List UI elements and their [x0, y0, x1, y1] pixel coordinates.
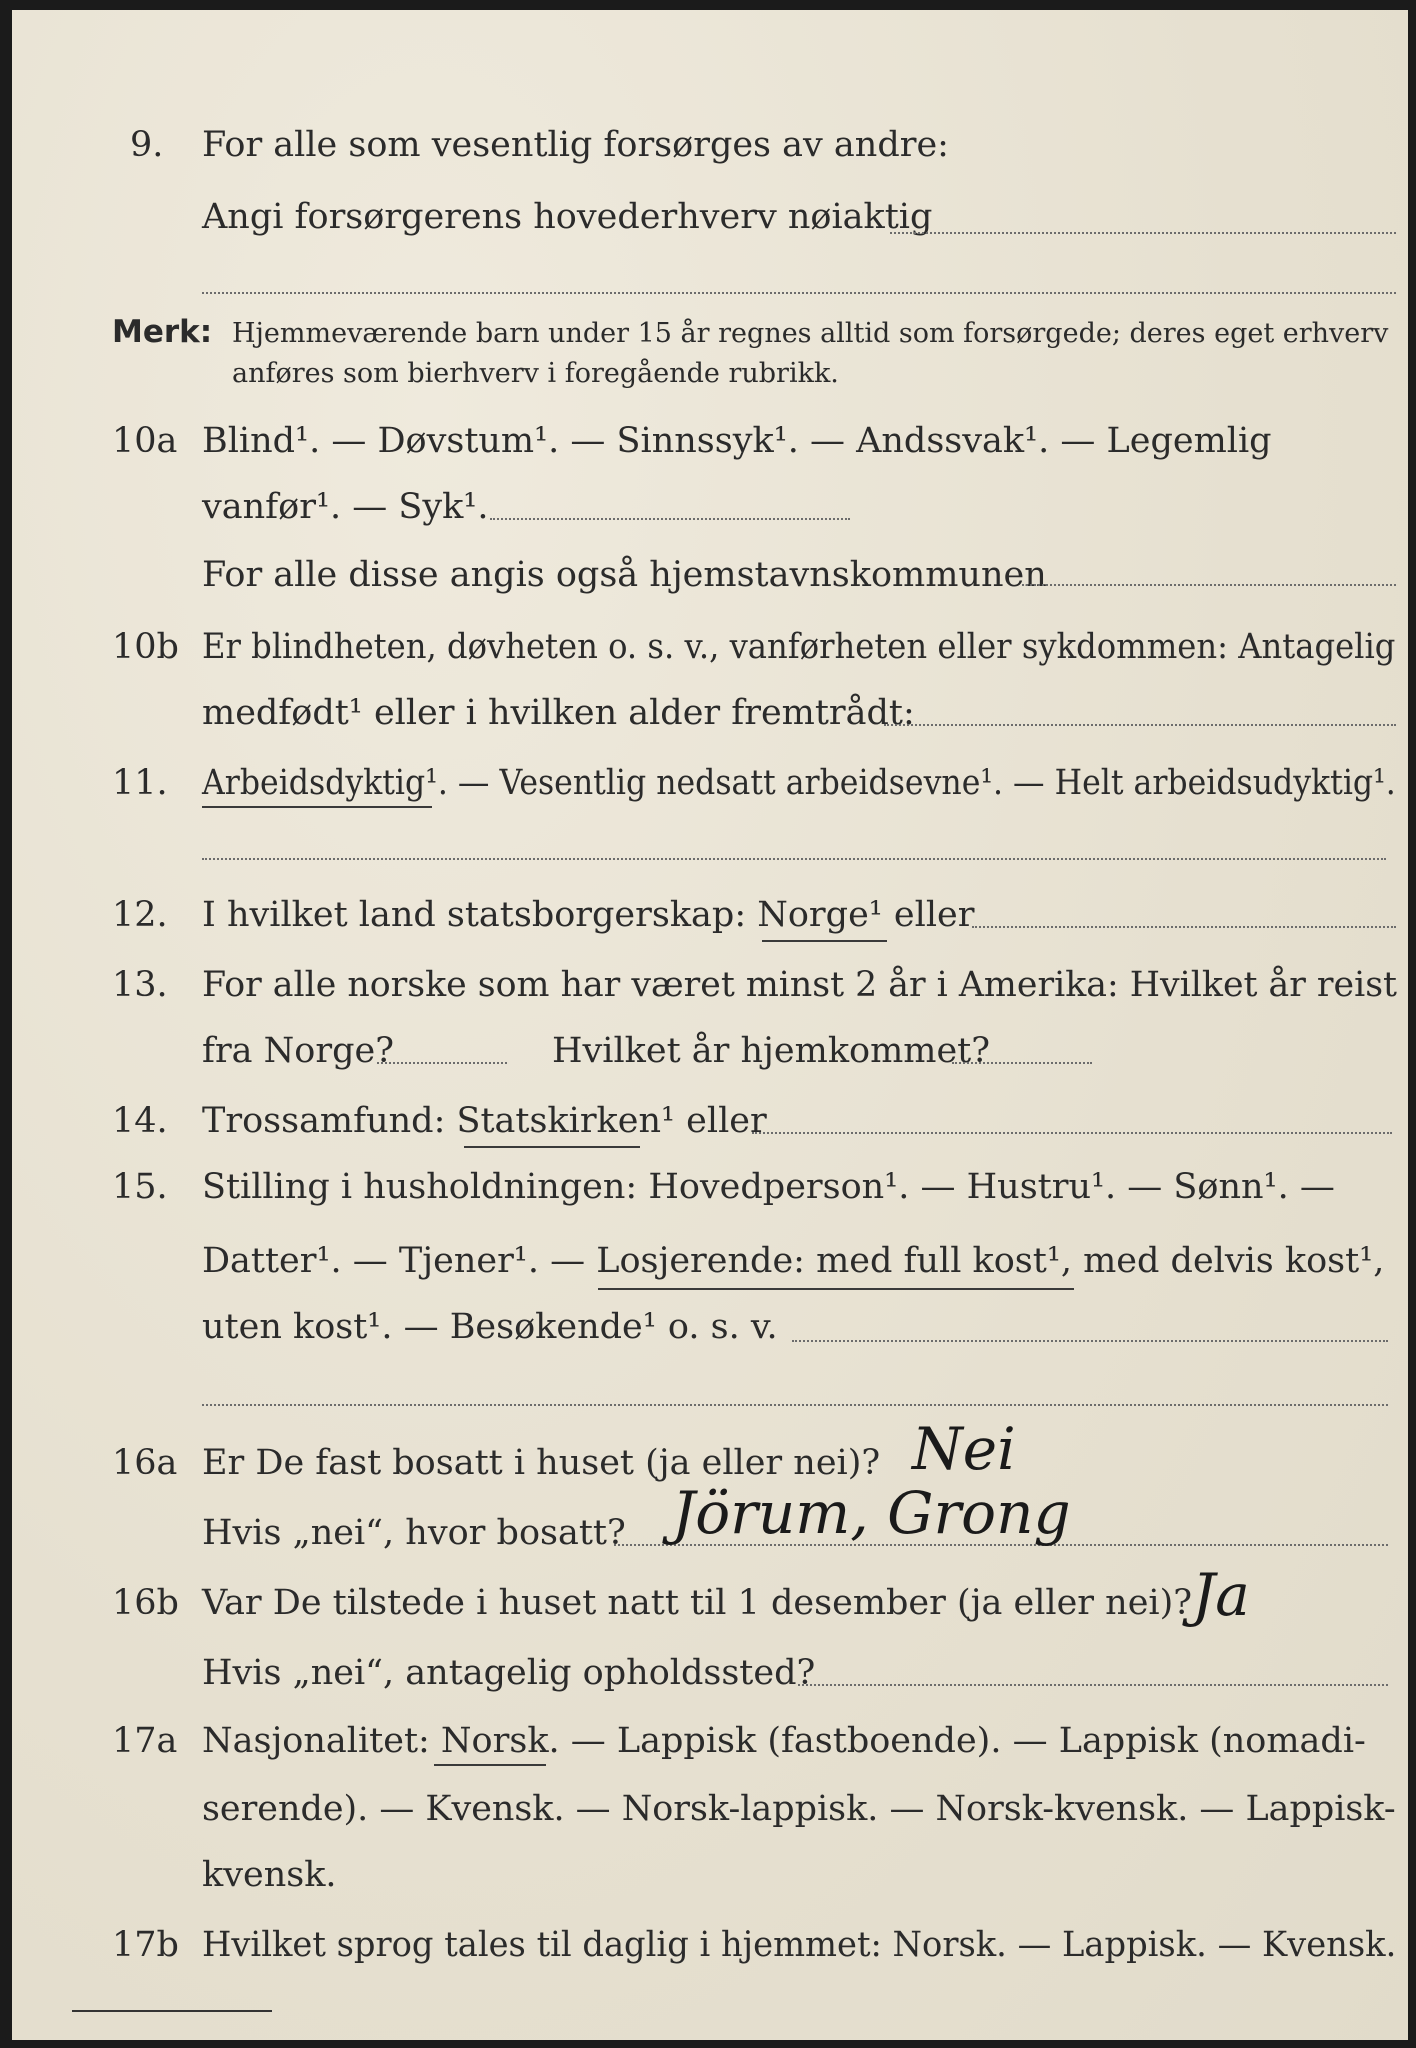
q16b-line2: Hvis „nei“, antagelig opholdssted? — [202, 1653, 816, 1693]
q11-number: 11. — [112, 763, 168, 803]
q16b-handwritten-answer1: Ja — [1192, 1561, 1250, 1629]
q15-answer-line — [792, 1340, 1388, 1342]
footnote-separator — [72, 2010, 272, 2012]
q9-number: 9. — [130, 125, 164, 165]
q17b-line1: Hvilket sprog tales til daglig i hjemmet: Norsk. — Lappisk. — Kvensk. — [202, 1925, 1397, 1965]
q12-line1: I hvilket land statsborgerskap: Norge¹ eller — [202, 895, 975, 935]
q11-handwritten-underline — [202, 806, 432, 808]
q11-answer-line — [202, 858, 1386, 860]
q9-line1: For alle som vesentlig forsørges av andre: — [202, 125, 949, 165]
q11-line1: Arbeidsdyktig¹. — Vesentlig nedsatt arbeidsevne¹. — Helt arbeidsudyktig¹. — [202, 763, 1396, 803]
q16a-handwritten-answer2: Jörum, Grong — [672, 1479, 1071, 1547]
q17a-number: 17a — [112, 1721, 178, 1761]
q13-line1: For alle norske som har været minst 2 år i Amerika: Hvilket år reist — [202, 965, 1398, 1005]
q15-number: 15. — [112, 1167, 168, 1207]
q12-number: 12. — [112, 895, 168, 935]
q14-number: 14. — [112, 1101, 168, 1141]
q10a-hjemstavn-line — [1022, 584, 1396, 586]
q10b-line2: medfødt¹ eller i hvilken alder fremtrådt: — [202, 693, 915, 733]
q14-line1: Trossamfund: Statskirken¹ eller — [202, 1101, 767, 1141]
q16a-line1: Er De fast bosatt i huset (ja eller nei)? — [202, 1443, 881, 1483]
q10b-line1: Er blindheten, døvheten o. s. v., vanførheten eller sykdommen: Antagelig — [202, 627, 1396, 667]
q10b-number: 10b — [112, 627, 179, 667]
q13-number: 13. — [112, 965, 168, 1005]
q16b-opholdssted-line — [798, 1684, 1388, 1686]
q15-handwritten-underline — [598, 1288, 1074, 1290]
q13-hjemkommet-line — [952, 1062, 1092, 1064]
q9-answer-line-2 — [202, 292, 1396, 294]
q16a-line2: Hvis „nei“, hvor bosatt? — [202, 1513, 626, 1553]
q16b-number: 16b — [112, 1583, 179, 1623]
q14-handwritten-underline — [464, 1146, 640, 1148]
q10a-line1: Blind¹. — Døvstum¹. — Sinnssyk¹. — Andssvak¹. — Legemlig — [202, 421, 1272, 461]
q15-line1: Stilling i husholdningen: Hovedperson¹. — Hustru¹. — Sønn¹. — — [202, 1167, 1335, 1207]
q13-line2a: fra Norge? — [202, 1031, 394, 1071]
census-form-page — [12, 10, 1408, 2040]
q13-line2b: Hvilket år hjemkommet? — [552, 1031, 991, 1071]
q9-answer-line — [890, 232, 1396, 234]
q12-answer-line — [972, 926, 1396, 928]
q16a-number: 16a — [112, 1443, 178, 1483]
q14-answer-line — [752, 1132, 1392, 1134]
q9-line2: Angi forsørgerens hovederhverv nøiaktig — [202, 197, 933, 237]
q16a-handwritten-answer1: Nei — [912, 1415, 1016, 1483]
q13-reist-line — [377, 1062, 507, 1064]
q16b-line1: Var De tilstede i huset natt til 1 desember (ja eller nei)? — [202, 1583, 1193, 1623]
q15-line2: Datter¹. — Tjener¹. — Losjerende: med full kost¹, med delvis kost¹, — [202, 1241, 1385, 1281]
q17a-handwritten-underline — [434, 1764, 546, 1766]
q10b-answer-line — [884, 724, 1396, 726]
q10a-number: 10a — [112, 421, 178, 461]
merk-line1: Hjemmeværende barn under 15 år regnes alltid som forsørgede; deres eget erhverv — [232, 318, 1389, 349]
q12-handwritten-underline — [762, 940, 887, 942]
merk-label: Merk: — [112, 314, 213, 350]
q17a-line3: kvensk. — [202, 1855, 337, 1895]
q17a-line1: Nasjonalitet: Norsk. — Lappisk (fastboende). — Lappisk (nomadi- — [202, 1721, 1366, 1761]
q10a-line3: For alle disse angis også hjemstavnskommunen — [202, 555, 1047, 595]
q15-answer-line-2 — [202, 1404, 1388, 1406]
q17b-number: 17b — [112, 1925, 179, 1965]
q15-line3: uten kost¹. — Besøkende¹ o. s. v. — [202, 1307, 778, 1347]
q17a-line2: serende). — Kvensk. — Norsk-lappisk. — Norsk-kvensk. — Lappisk- — [202, 1789, 1396, 1829]
q10a-answer-line — [490, 518, 850, 520]
q10a-line2: vanfør¹. — Syk¹. — [202, 487, 489, 527]
merk-line2: anføres som bierhverv i foregående rubrikk. — [232, 358, 839, 389]
